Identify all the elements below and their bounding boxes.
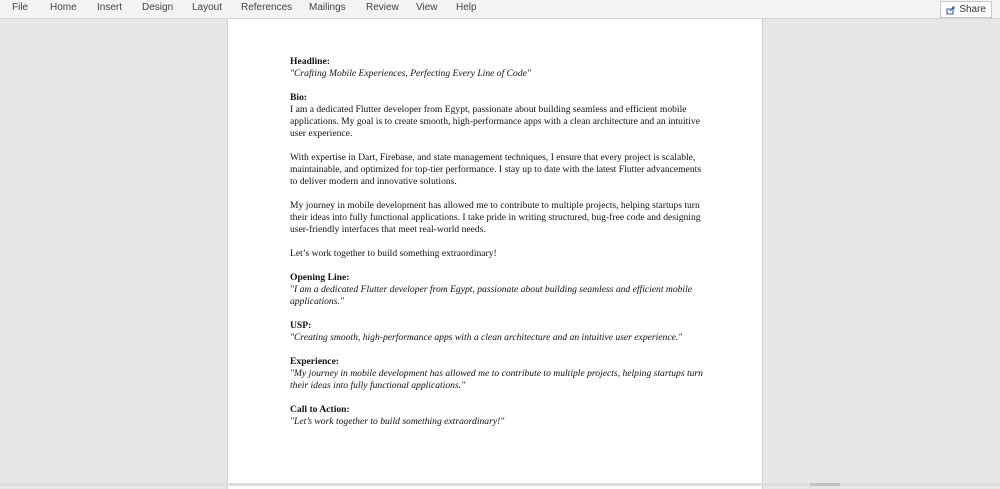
headline-text: "Crafting Mobile Experiences, Perfecting Every Line of Code" [290, 68, 531, 79]
call-to-action-section [290, 404, 710, 428]
bio-label: Bio: [290, 92, 308, 103]
experience-section [290, 356, 710, 392]
menu-tab-design[interactable]: Design [142, 2, 174, 13]
share-button[interactable] [940, 1, 992, 18]
document-page[interactable] [227, 19, 763, 489]
usp-label: USP: [290, 320, 312, 331]
usp-text: "Creating smooth, high-performance apps with a clean architecture and an intuitive user experience." [290, 332, 683, 343]
menu-tab-references[interactable]: References [241, 2, 293, 13]
share-icon [946, 5, 956, 15]
bio-paragraph-3: My journey in mobile development has allowed me to contribute to multiple projects, helping startups turn their ideas into fully functional applications. I take pride in writing structured, bug-free code and designing user-friendly interfaces that meet real-world needs. [290, 200, 701, 235]
bio-paragraph-2: With expertise in Dart, Firebase, and state management techniques, I ensure that every project is scalable, maintainable, and optimized for top-tier performance. I stay up to date with the latest Flutter advancements to deliver modern and innovative solutions. [290, 152, 702, 187]
ribbon-menu-bar [0, 0, 1000, 19]
opening-line-section [290, 272, 710, 308]
bio-section [290, 92, 710, 140]
menu-tab-help[interactable]: Help [456, 2, 477, 13]
bio-paragraph-4: Let’s work together to build something extraordinary! [290, 248, 497, 259]
menu-tab-mailings[interactable]: Mailings [309, 2, 346, 13]
menu-tab-insert[interactable]: Insert [97, 2, 123, 13]
experience-text: "My journey in mobile development has allowed me to contribute to multiple projects, helping startups turn their ideas into fully functional applications." [290, 368, 703, 391]
opening-line-label: Opening Line: [290, 272, 350, 283]
document-body[interactable] [290, 56, 710, 440]
headline-label: Headline: [290, 56, 330, 67]
usp-section [290, 320, 710, 344]
experience-label: Experience: [290, 356, 340, 367]
bio-paragraph-1: I am a dedicated Flutter developer from Egypt, passionate about building seamless and efficient mobile applications. My goal is to create smooth, high-performance apps with a clean architecture and an intuitive user experience. [290, 104, 700, 139]
opening-line-text: "I am a dedicated Flutter developer from Egypt, passionate about building seamless and efficient mobile applications." [290, 284, 693, 307]
menu-tab-view[interactable]: View [416, 2, 438, 13]
menu-tab-home[interactable]: Home [50, 2, 77, 13]
share-label: Share [959, 4, 986, 15]
menu-tab-review[interactable]: Review [366, 2, 399, 13]
menu-tab-file[interactable]: File [12, 2, 29, 13]
headline-section [290, 56, 710, 80]
menu-tab-layout[interactable]: Layout [192, 2, 223, 13]
call-to-action-text: "Let’s work together to build something extraordinary!" [290, 416, 505, 427]
call-to-action-label: Call to Action: [290, 404, 350, 415]
